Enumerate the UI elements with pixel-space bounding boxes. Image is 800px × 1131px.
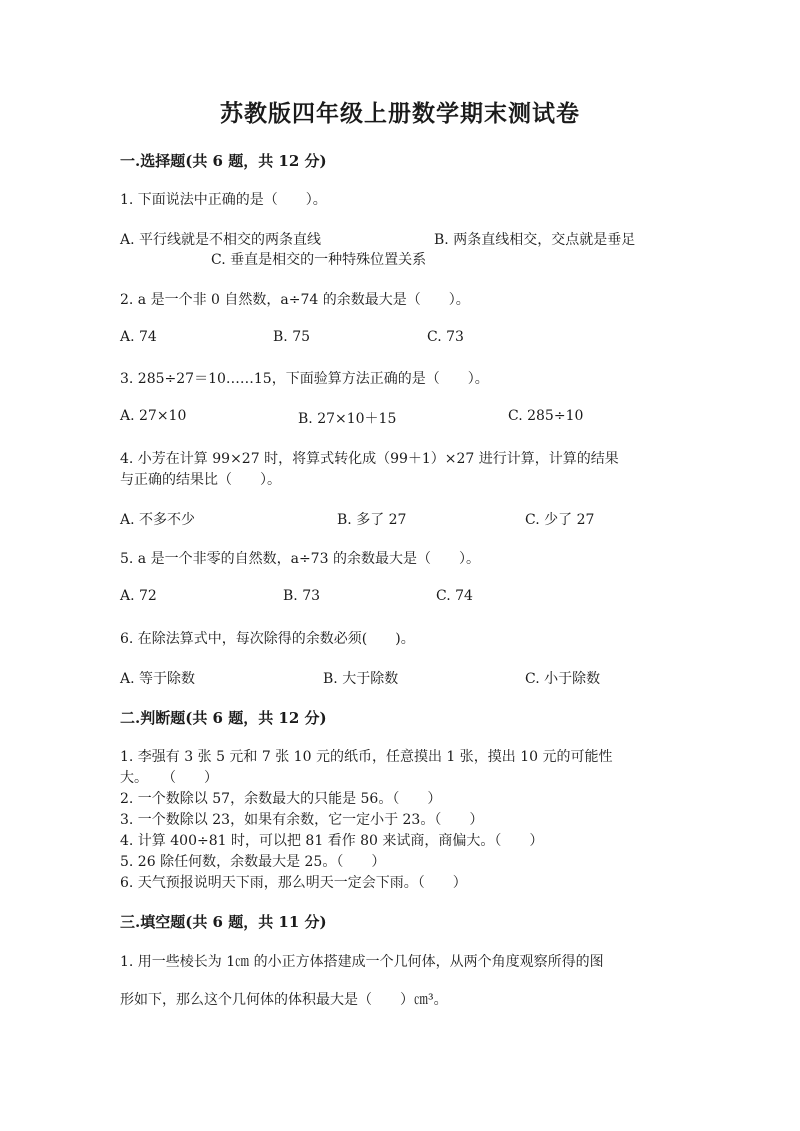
judgement-item: 大。 （ ） xyxy=(120,770,218,786)
option-c: C. 285÷10 xyxy=(508,408,584,424)
judgement-item: 1. 李强有 3 张 5 元和 7 张 10 元的纸币，任意摸出 1 张，摸出 10 元的可能性 xyxy=(120,749,613,765)
question-stem-line-2: 与正确的结果比（ ）。 xyxy=(120,472,281,488)
question-stem: 1. 下面说法中正确的是（ ）。 xyxy=(120,192,327,208)
judgement-item: 5. 26 除任何数，余数最大是 25。（ ） xyxy=(120,854,386,870)
question-stem: 2. a 是一个非 0 自然数，a÷74 的余数最大是（ ）。 xyxy=(120,292,470,308)
question-stem: 6. 在除法算式中，每次除得的余数必须( )。 xyxy=(120,631,415,647)
exam-title: 苏教版四年级上册数学期末测试卷 xyxy=(220,100,580,127)
option-b: B. 两条直线相交，交点就是垂足 xyxy=(434,232,636,248)
question-stem-line-1: 4. 小芳在计算 99×27 时，将算式转化成（99＋1）×27 进行计算，计算的结果 xyxy=(120,451,619,467)
option-b: B. 73 xyxy=(283,588,321,604)
option-b: B. 75 xyxy=(273,329,311,345)
option-a: A. 不多不少 xyxy=(120,512,196,528)
section-heading-fill-in: 三.填空题(共 6 题，共 11 分) xyxy=(120,913,327,931)
section-heading-judgement: 二.判断题(共 6 题，共 12 分) xyxy=(120,709,327,727)
option-c: C. 小于除数 xyxy=(525,671,601,687)
judgement-item: 4. 计算 400÷81 时，可以把 81 看作 80 来试商，商偏大。（ ） xyxy=(120,833,544,849)
fill-in-item: 1. 用一些棱长为 1㎝ 的小正方体搭建成一个几何体，从两个角度观察所得的图 xyxy=(120,954,604,970)
judgement-item: 2. 一个数除以 57，余数最大的只能是 56。（ ） xyxy=(120,791,442,807)
section-heading-choice: 一.选择题(共 6 题，共 12 分) xyxy=(120,152,327,170)
option-c: C. 73 xyxy=(427,329,464,345)
fill-in-item: 形如下，那么这个几何体的体积最大是（ ）㎝³。 xyxy=(120,992,448,1008)
option-a: A. 74 xyxy=(120,329,157,345)
option-c: C. 少了 27 xyxy=(525,512,595,528)
option-a: A. 27×10 xyxy=(120,408,187,424)
option-c: C. 74 xyxy=(436,588,473,604)
option-a: A. 等于除数 xyxy=(120,671,196,687)
option-b: B. 大于除数 xyxy=(323,671,399,687)
judgement-item: 6. 天气预报说明天下雨，那么明天一定会下雨。（ ） xyxy=(120,875,467,891)
question-stem: 3. 285÷27＝10……15，下面验算方法正确的是（ ）。 xyxy=(120,371,489,387)
option-b: B. 27×10＋15 xyxy=(298,411,397,427)
judgement-item: 3. 一个数除以 23，如果有余数，它一定小于 23。（ ） xyxy=(120,812,484,828)
question-stem: 5. a 是一个非零的自然数，a÷73 的余数最大是（ ）。 xyxy=(120,551,480,567)
option-c: C. 垂直是相交的一种特殊位置关系 xyxy=(211,252,427,268)
option-b: B. 多了 27 xyxy=(337,512,407,528)
option-a: A. 平行线就是不相交的两条直线 xyxy=(120,232,322,248)
option-a: A. 72 xyxy=(120,588,157,604)
